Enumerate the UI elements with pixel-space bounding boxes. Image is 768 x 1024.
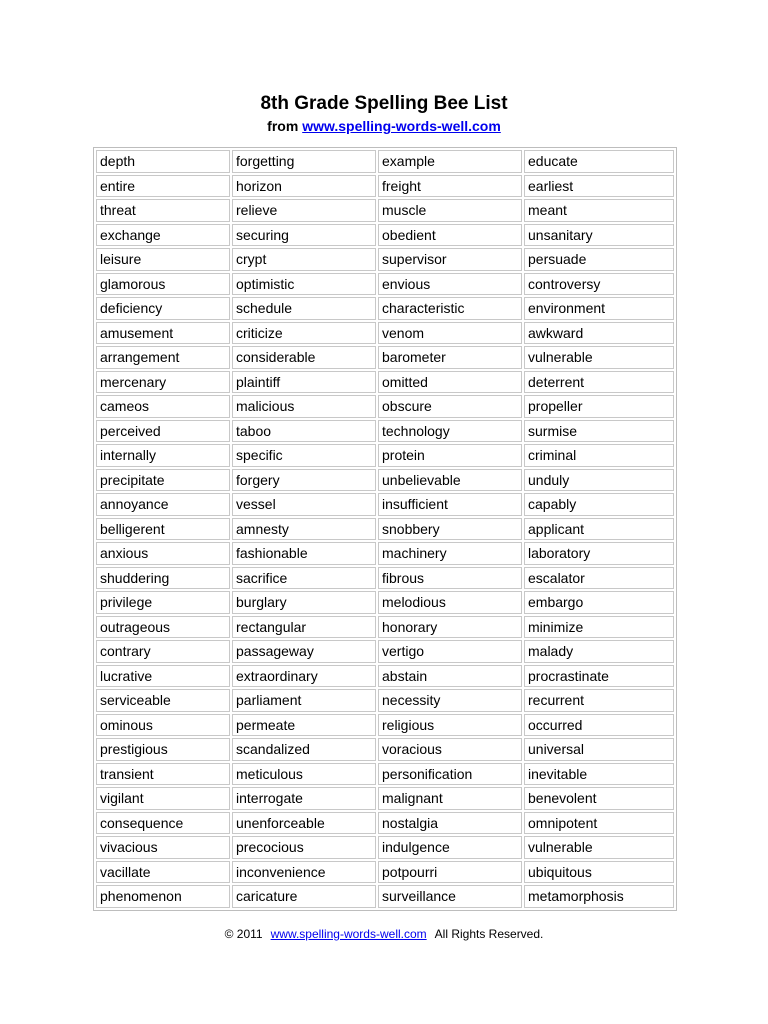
word-cell: potpourri: [378, 861, 522, 884]
table-row: [96, 199, 674, 222]
word-cell: universal: [524, 738, 674, 761]
word-cell: mercenary: [96, 371, 230, 394]
from-label: from: [267, 118, 299, 134]
page-title: 8th Grade Spelling Bee List: [260, 93, 508, 114]
word-cell: leisure: [96, 248, 230, 271]
table-row: [96, 763, 674, 786]
word-cell: surveillance: [378, 885, 522, 908]
word-cell: envious: [378, 273, 522, 296]
word-cell: specific: [232, 444, 376, 467]
page-footer: [0, 926, 768, 942]
word-cell: vigilant: [96, 787, 230, 810]
table-row: [96, 175, 674, 198]
table-row: [96, 591, 674, 614]
word-cell: example: [378, 150, 522, 173]
word-cell: glamorous: [96, 273, 230, 296]
page-subtitle: [0, 117, 768, 135]
word-cell: metamorphosis: [524, 885, 674, 908]
word-cell: annoyance: [96, 493, 230, 516]
table-row: [96, 885, 674, 908]
word-cell: obscure: [378, 395, 522, 418]
word-cell: venom: [378, 322, 522, 345]
word-cell: environment: [524, 297, 674, 320]
word-cell: optimistic: [232, 273, 376, 296]
word-cell: horizon: [232, 175, 376, 198]
word-cell: plaintiff: [232, 371, 376, 394]
word-cell: escalator: [524, 567, 674, 590]
word-cell: embargo: [524, 591, 674, 614]
table-row: [96, 150, 674, 173]
word-cell: unbelievable: [378, 469, 522, 492]
word-cell: serviceable: [96, 689, 230, 712]
table-row: [96, 689, 674, 712]
table-row: [96, 322, 674, 345]
word-cell: characteristic: [378, 297, 522, 320]
table-row: [96, 273, 674, 296]
word-cell: contrary: [96, 640, 230, 663]
copyright-text: © 2011: [224, 927, 263, 941]
table-row: [96, 248, 674, 271]
word-cell: schedule: [232, 297, 376, 320]
word-cell: awkward: [524, 322, 674, 345]
word-cell: omnipotent: [524, 812, 674, 835]
word-cell: unduly: [524, 469, 674, 492]
table-row: [96, 395, 674, 418]
word-cell: deficiency: [96, 297, 230, 320]
word-cell: shuddering: [96, 567, 230, 590]
word-cell: earliest: [524, 175, 674, 198]
word-cell: interrogate: [232, 787, 376, 810]
word-cell: belligerent: [96, 518, 230, 541]
word-cell: ominous: [96, 714, 230, 737]
word-cell: phenomenon: [96, 885, 230, 908]
word-cell: internally: [96, 444, 230, 467]
word-cell: nostalgia: [378, 812, 522, 835]
word-cell: securing: [232, 224, 376, 247]
word-cell: criticize: [232, 322, 376, 345]
word-cell: parliament: [232, 689, 376, 712]
footer-site-link[interactable]: www.spelling-words-well.com: [270, 927, 427, 941]
word-cell: surmise: [524, 420, 674, 443]
word-cell: cameos: [96, 395, 230, 418]
word-cell: controversy: [524, 273, 674, 296]
word-cell: meticulous: [232, 763, 376, 786]
word-cell: muscle: [378, 199, 522, 222]
word-cell: precipitate: [96, 469, 230, 492]
word-cell: ubiquitous: [524, 861, 674, 884]
word-cell: outrageous: [96, 616, 230, 639]
word-cell: educate: [524, 150, 674, 173]
word-cell: indulgence: [378, 836, 522, 859]
word-cell: rectangular: [232, 616, 376, 639]
word-cell: melodious: [378, 591, 522, 614]
table-row: [96, 616, 674, 639]
word-cell: extraordinary: [232, 665, 376, 688]
word-cell: unsanitary: [524, 224, 674, 247]
word-cell: capably: [524, 493, 674, 516]
header-site-link[interactable]: www.spelling-words-well.com: [302, 118, 501, 134]
word-cell: lucrative: [96, 665, 230, 688]
word-cell: sacrifice: [232, 567, 376, 590]
word-cell: applicant: [524, 518, 674, 541]
table-row: [96, 812, 674, 835]
word-cell: considerable: [232, 346, 376, 369]
word-cell: propeller: [524, 395, 674, 418]
word-cell: inevitable: [524, 763, 674, 786]
word-cell: occurred: [524, 714, 674, 737]
word-cell: privilege: [96, 591, 230, 614]
table-row: [96, 665, 674, 688]
word-cell: threat: [96, 199, 230, 222]
table-row: [96, 371, 674, 394]
word-cell: laboratory: [524, 542, 674, 565]
word-cell: entire: [96, 175, 230, 198]
word-cell: crypt: [232, 248, 376, 271]
table-row: [96, 420, 674, 443]
word-cell: necessity: [378, 689, 522, 712]
word-cell: vulnerable: [524, 346, 674, 369]
table-row: [96, 518, 674, 541]
word-cell: malignant: [378, 787, 522, 810]
word-cell: caricature: [232, 885, 376, 908]
word-cell: personification: [378, 763, 522, 786]
word-cell: exchange: [96, 224, 230, 247]
word-cell: consequence: [96, 812, 230, 835]
word-cell: benevolent: [524, 787, 674, 810]
word-cell: minimize: [524, 616, 674, 639]
word-cell: procrastinate: [524, 665, 674, 688]
word-cell: forgetting: [232, 150, 376, 173]
table-row: [96, 714, 674, 737]
word-cell: obedient: [378, 224, 522, 247]
table-row: [96, 469, 674, 492]
word-cell: relieve: [232, 199, 376, 222]
word-cell: vertigo: [378, 640, 522, 663]
word-cell: machinery: [378, 542, 522, 565]
word-cell: scandalized: [232, 738, 376, 761]
word-cell: fibrous: [378, 567, 522, 590]
word-cell: burglary: [232, 591, 376, 614]
table-row: [96, 297, 674, 320]
word-cell: protein: [378, 444, 522, 467]
word-cell: malady: [524, 640, 674, 663]
word-cell: arrangement: [96, 346, 230, 369]
word-cell: technology: [378, 420, 522, 443]
word-cell: supervisor: [378, 248, 522, 271]
word-cell: taboo: [232, 420, 376, 443]
word-cell: vessel: [232, 493, 376, 516]
word-cell: prestigious: [96, 738, 230, 761]
word-cell: inconvenience: [232, 861, 376, 884]
table-row: [96, 640, 674, 663]
word-cell: voracious: [378, 738, 522, 761]
table-row: [96, 444, 674, 467]
word-cell: precocious: [232, 836, 376, 859]
table-row: [96, 542, 674, 565]
table-row: [96, 787, 674, 810]
word-cell: fashionable: [232, 542, 376, 565]
word-cell: unenforceable: [232, 812, 376, 835]
word-table: [93, 147, 677, 911]
table-row: [96, 493, 674, 516]
word-cell: recurrent: [524, 689, 674, 712]
word-table-body: [96, 150, 674, 908]
word-cell: omitted: [378, 371, 522, 394]
word-cell: amnesty: [232, 518, 376, 541]
word-cell: perceived: [96, 420, 230, 443]
word-cell: religious: [378, 714, 522, 737]
word-cell: vacillate: [96, 861, 230, 884]
word-cell: deterrent: [524, 371, 674, 394]
table-row: [96, 224, 674, 247]
rights-text: All Rights Reserved.: [434, 927, 544, 941]
table-row: [96, 567, 674, 590]
word-cell: honorary: [378, 616, 522, 639]
word-cell: depth: [96, 150, 230, 173]
word-cell: vivacious: [96, 836, 230, 859]
word-cell: persuade: [524, 248, 674, 271]
word-cell: forgery: [232, 469, 376, 492]
word-cell: amusement: [96, 322, 230, 345]
table-row: [96, 346, 674, 369]
word-cell: criminal: [524, 444, 674, 467]
word-cell: transient: [96, 763, 230, 786]
word-cell: malicious: [232, 395, 376, 418]
word-cell: meant: [524, 199, 674, 222]
word-cell: vulnerable: [524, 836, 674, 859]
word-cell: passageway: [232, 640, 376, 663]
word-cell: anxious: [96, 542, 230, 565]
table-row: [96, 738, 674, 761]
table-row: [96, 861, 674, 884]
word-cell: abstain: [378, 665, 522, 688]
word-cell: snobbery: [378, 518, 522, 541]
table-row: [96, 836, 674, 859]
word-cell: barometer: [378, 346, 522, 369]
word-cell: freight: [378, 175, 522, 198]
word-cell: insufficient: [378, 493, 522, 516]
word-cell: permeate: [232, 714, 376, 737]
